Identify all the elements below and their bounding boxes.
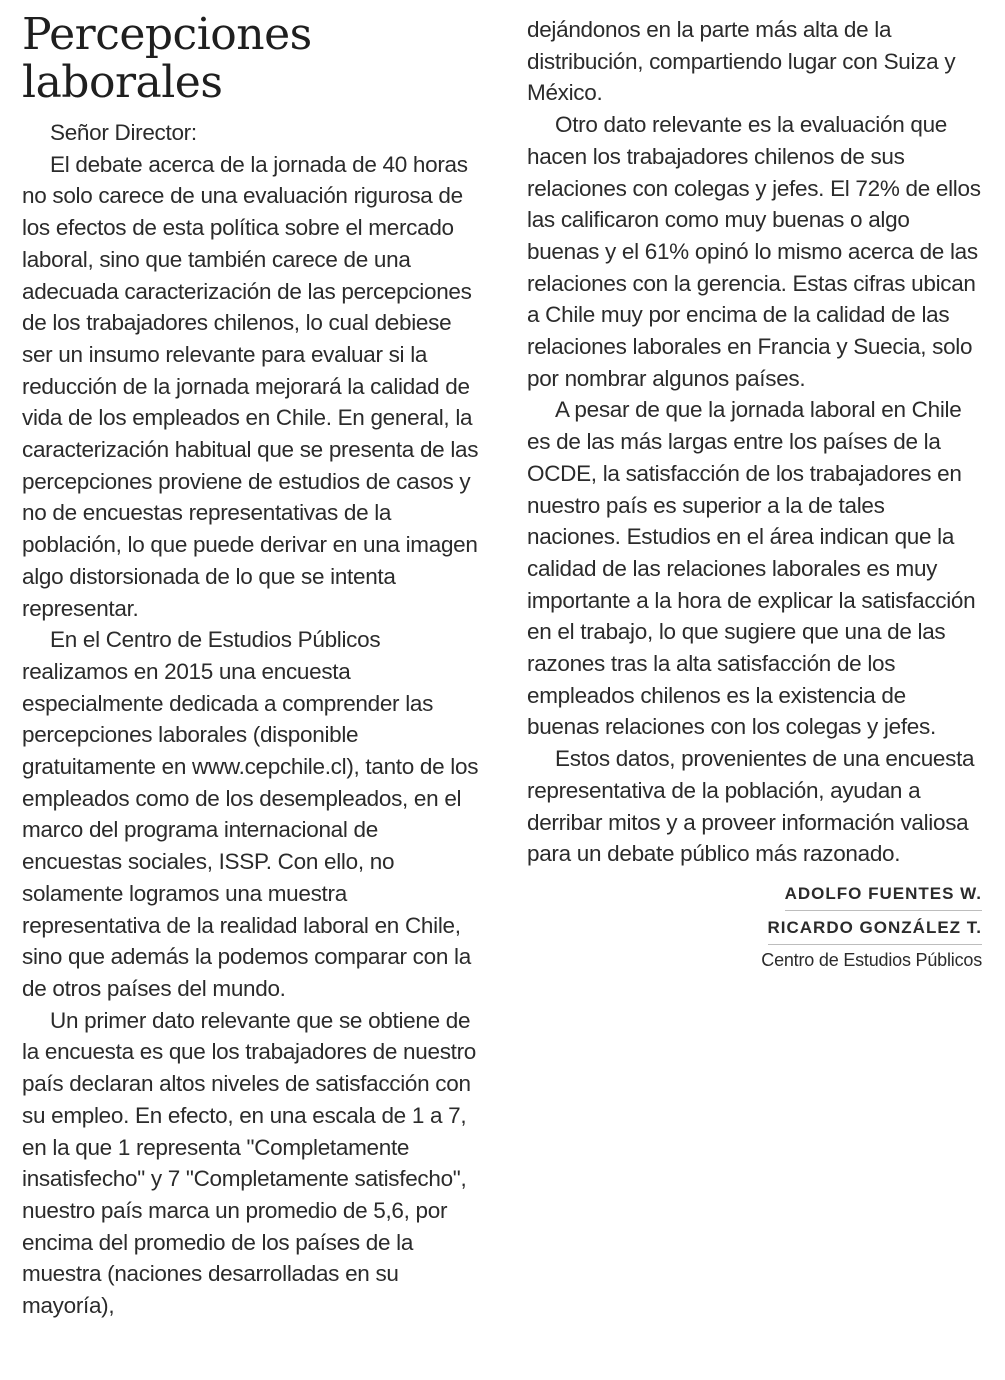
right-column [527,0,982,972]
paragraph-1: El debate acerca de la jornada de 40 horas no solo carece de una evaluación rigurosa de los efectos de esta política sobre el mercado laboral, sino que también carece de una adecuada caracterización de las percepciones de los trabajadores chilenos, lo cual debiese ser un insumo relevante para evaluar si la reducción de la jornada mejorará la calidad de vida de los empleados en Chile. En general, la caracterización habitual que se presenta de las percepciones proviene de estudios de casos y no de encuestas representativas de la población, lo que puede derivar en una imagen algo distorsionada de lo que se intenta representar. [22,151,479,621]
paragraph-4: Otro dato relevante es la evaluación que hacen los trabajadores chilenos de sus relaciones con colegas y jefes. El 72% de ellos las calificaron como muy buenas o algo buenas y el 61% opinó lo mismo acerca de las relaciones con la gerencia. Estas cifras ubican a Chile muy por encima de la calidad de las relaciones laborales en Francia y Suecia, solo por nombrar algunos países. [527,112,981,391]
headline-line-2: laborales [22,57,223,108]
paragraph-2: En el Centro de Estudios Públicos realizamos en 2015 una encuesta especialmente dedicada a comprender las percepciones laborales (disponible gratuitamente en www.cepchile.cl), tanto de los empleados como de los desempleados, en el marco del programa internacional de encuestas sociales, ISSP. Con ello, no solamente logramos una muestra representativa de la realidad laboral en Chile, sino que además la podemos comparar con la de otros países del mundo. [22,627,479,1001]
left-column [22,0,482,1322]
headline-line-1: Percepciones [22,9,312,60]
paragraph-3-continued: dejándonos en la parte más alta de la distribución, compartiendo lugar con Suiza y México. [527,17,956,106]
salutation: Señor Director: [50,120,197,145]
organization: Centro de Estudios Públicos [761,949,982,970]
signature-block [527,880,982,972]
paragraph-6: Estos datos, provenientes de una encuesta representativa de la población, ayudan a derribar mitos y a proveer información valiosa para un debate público más razonado. [527,746,975,867]
paragraph-3: Un primer dato relevante que se obtiene de la encuesta es que los trabajadores de nuestro país declaran altos niveles de satisfacción con su empleo. En efecto, en una escala de 1 a 7, en la que 1 representa "Completamente insatisfecho" y 7 "Completamente satisfecho", nuestro país marca un promedio de 5,6, por encima del promedio de los países de la muestra (naciones desarrolladas en su mayoría), [22,1007,477,1319]
headline [22,11,482,107]
author-2: RICARDO GONZÁLEZ T. [768,914,983,945]
paragraph-5: A pesar de que la jornada laboral en Chile es de las más largas entre los países de la OCDE, la satisfacción de los trabajadores en nuestro país es superior a la de tales naciones. Estudios en el área indican que la calidad de las relaciones laborales es muy importante a la hora de explicar la satisfacción en el trabajo, lo que sugiere que una de las razones tras la alta satisfacción de los empleados chilenos es la existencia de buenas relaciones con los colegas y jefes. [527,397,976,740]
author-1: ADOLFO FUENTES W. [785,880,982,911]
